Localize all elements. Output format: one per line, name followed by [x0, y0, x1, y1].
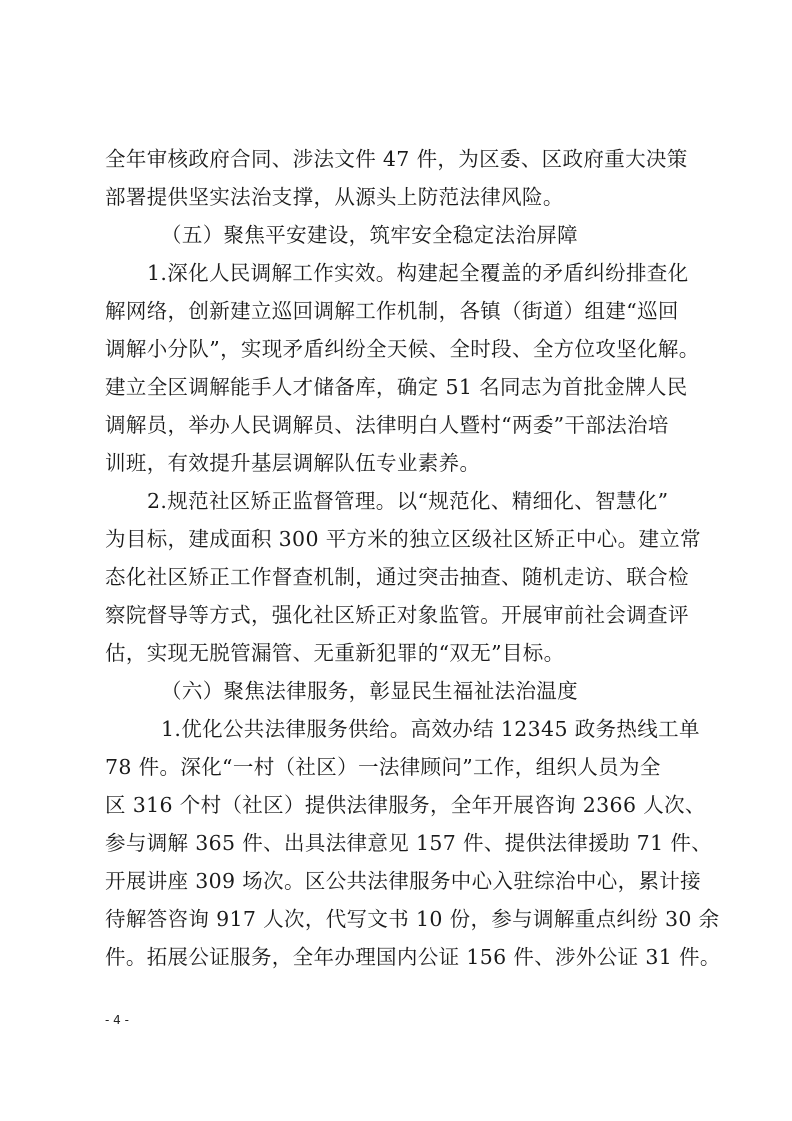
section-heading-5: （五）聚焦平安建设，筑牢安全稳定法治屏障: [161, 223, 578, 247]
text-line: 78 件。深化“一村（社区）一法律顾问”工作，组织人员为全: [105, 755, 661, 779]
text-line: 调解员，举办人民调解员、法律明白人暨村“两委”干部法治培: [105, 413, 669, 437]
paragraph-start: 1.深化人民调解工作实效。构建起全覆盖的矛盾纠纷排查化: [147, 261, 689, 285]
page-number: - 4 -: [105, 1013, 129, 1027]
text-line: 解网络，创新建立巡回调解工作机制，各镇（街道）组建“巡回: [105, 299, 679, 323]
text-line: 为目标，建成面积 300 平方米的独立区级社区矫正中心。建立常: [105, 527, 702, 551]
text-line: 建立全区调解能手人才储备库，确定 51 名同志为首批金牌人民: [105, 375, 688, 399]
text-line: 全年审核政府合同、涉法文件 47 件，为区委、区政府重大决策: [105, 147, 688, 171]
text-line: 待解答咨询 917 人次，代写文书 10 份，参与调解重点纠纷 30 余: [105, 907, 720, 931]
section-heading-6: （六）聚焦法律服务，彰显民生福祉法治温度: [161, 679, 578, 703]
text-line: 区 316 个村（社区）提供法律服务，全年开展咨询 2366 人次、: [105, 793, 706, 817]
text-line: 察院督导等方式，强化社区矫正对象监管。开展审前社会调查评: [105, 603, 689, 627]
text-line: 训班，有效提升基层调解队伍专业素养。: [105, 451, 481, 475]
text-line: 开展讲座 309 场次。区公共法律服务中心入驻综治中心，累计接: [105, 869, 702, 893]
paragraph-start: 1.优化公共法律服务供给。高效办结 12345 政务热线工单: [161, 717, 700, 741]
text-line: 参与调解 365 件、出具法律意见 157 件、提供法律援助 71 件、: [105, 831, 713, 855]
text-line: 调解小分队”，实现矛盾纠纷全天候、全时段、全方位攻坚化解。: [105, 337, 700, 361]
paragraph-start: 2.规范社区矫正监督管理。以“规范化、精细化、智慧化”: [147, 489, 669, 513]
text-line: 估，实现无脱管漏管、无重新犯罪的“双无”目标。: [105, 641, 565, 665]
text-line: 件。拓展公证服务，全年办理国内公证 156 件、涉外公证 31 件。: [105, 945, 721, 969]
text-line: 部署提供坚实法治支撑，从源头上防范法律风险。: [105, 185, 564, 209]
text-line: 态化社区矫正工作督查机制，通过突击抽查、随机走访、联合检: [105, 565, 689, 589]
